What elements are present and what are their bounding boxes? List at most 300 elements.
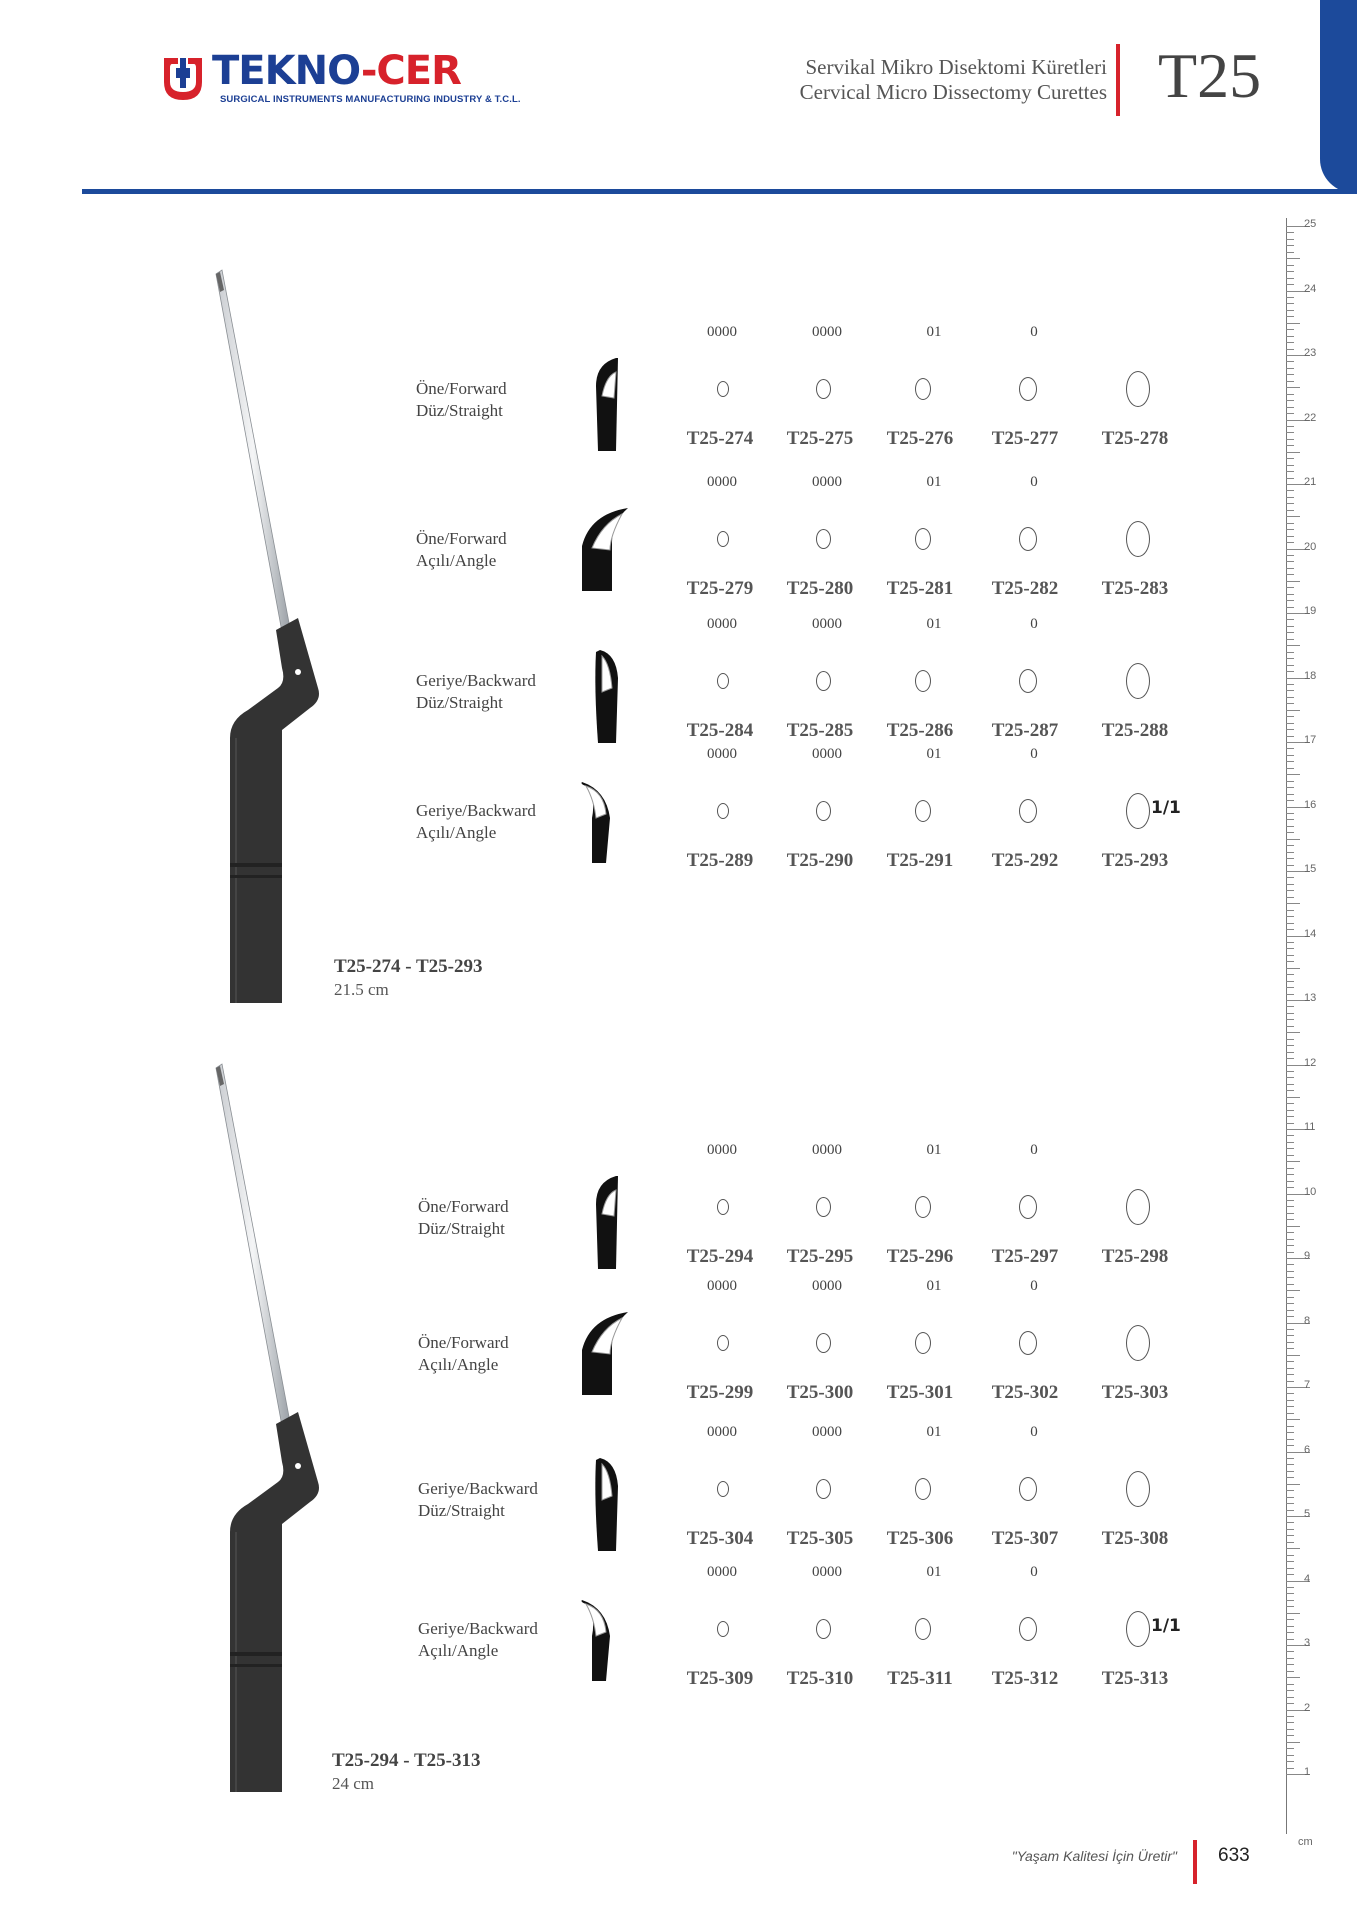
- ruler-number: 18: [1304, 669, 1317, 682]
- ruler-minor-tick: [1286, 1187, 1294, 1188]
- cup-size-label: 0: [1030, 616, 1038, 632]
- ruler-minor-tick: [1286, 1032, 1300, 1033]
- ruler-minor-tick: [1286, 987, 1294, 988]
- ruler-minor-tick: [1286, 748, 1294, 749]
- ruler-minor-tick: [1286, 1761, 1294, 1762]
- ruler-minor-tick: [1286, 587, 1294, 588]
- ruler-minor-tick: [1286, 1239, 1294, 1240]
- cup-size-ring-icon: [1019, 1331, 1037, 1355]
- ruler-unit: cm: [1298, 1836, 1313, 1848]
- ruler-minor-tick: [1286, 349, 1294, 350]
- cup-size-label: 0: [1030, 1564, 1038, 1580]
- catalog-code: T25: [1158, 40, 1262, 111]
- cup-size-ring-icon: [717, 1335, 729, 1351]
- ruler-minor-tick: [1286, 1632, 1294, 1633]
- ruler-minor-tick: [1286, 839, 1300, 840]
- cup-size-ring-icon: [1126, 371, 1150, 407]
- ruler-minor-tick: [1286, 432, 1294, 433]
- product-code: T25-282: [991, 578, 1059, 599]
- catalog-title: [800, 55, 1107, 105]
- cup-size-ring-icon: [717, 1199, 729, 1215]
- ruler-minor-tick: [1286, 297, 1294, 298]
- ruler-minor-tick: [1286, 561, 1294, 562]
- label-direction: Geriye/Backward: [416, 671, 536, 690]
- cup-size-label: 01: [926, 1564, 942, 1580]
- code-range-end: T25-293: [415, 956, 483, 977]
- cup-size-ring-icon: [816, 1619, 831, 1639]
- product-code: T25-302: [991, 1382, 1059, 1403]
- ruler-number: 19: [1304, 605, 1317, 617]
- ruler-minor-tick: [1286, 1464, 1294, 1465]
- ruler-minor-tick: [1286, 1226, 1300, 1227]
- cm-ruler: [1286, 218, 1318, 1838]
- cup-size-ring-icon: [816, 529, 831, 549]
- brand-name: [212, 48, 461, 94]
- cup-size-ring-icon: [915, 1332, 931, 1354]
- cup-size-ring-icon: [1126, 521, 1150, 557]
- product-code: T25-293: [1101, 850, 1169, 871]
- product-code: T25-289: [686, 850, 754, 871]
- brand-logo: [160, 48, 521, 110]
- ruler-minor-tick: [1286, 1432, 1294, 1433]
- ruler-number: 12: [1304, 1056, 1317, 1069]
- ruler-minor-tick: [1286, 361, 1294, 362]
- ruler-minor-tick: [1286, 516, 1300, 517]
- ruler-minor-tick: [1286, 1458, 1294, 1459]
- ruler-minor-tick: [1286, 619, 1294, 620]
- ruler-minor-tick: [1286, 1161, 1300, 1162]
- ruler-minor-tick: [1286, 323, 1300, 324]
- ruler-minor-tick: [1286, 1593, 1294, 1594]
- product-code: T25-307: [991, 1528, 1059, 1549]
- product-code: T25-274: [686, 428, 754, 449]
- ruler-minor-tick: [1286, 1090, 1294, 1091]
- ruler-minor-tick: [1286, 761, 1294, 762]
- cup-size-label: 0: [1030, 1278, 1038, 1294]
- ruler-minor-tick: [1286, 690, 1294, 691]
- tip-orientation-label: [416, 378, 507, 422]
- header-rule: [82, 189, 1357, 194]
- cup-size-ring-icon: [816, 671, 831, 691]
- ruler-minor-tick: [1286, 1651, 1294, 1652]
- ruler-number: 23: [1304, 347, 1317, 359]
- ruler-minor-tick: [1286, 1671, 1294, 1672]
- forward-angle-tip-icon: [578, 1310, 638, 1415]
- ruler-minor-tick: [1286, 1374, 1294, 1375]
- ruler-minor-tick: [1286, 600, 1294, 601]
- ruler-number: 5: [1304, 1508, 1311, 1520]
- product-code: T25-288: [1101, 720, 1169, 741]
- product-code: T25-292: [991, 850, 1059, 871]
- ruler-minor-tick: [1286, 1271, 1294, 1272]
- ruler-minor-tick: [1286, 1348, 1294, 1349]
- ruler-minor-tick: [1286, 626, 1294, 627]
- ruler-minor-tick: [1286, 994, 1294, 995]
- ruler-minor-tick: [1286, 1619, 1294, 1620]
- cup-size-ring-icon: [816, 1197, 831, 1217]
- ruler-minor-tick: [1286, 1561, 1294, 1562]
- ruler-minor-tick: [1286, 1606, 1294, 1607]
- ruler-minor-tick: [1286, 1058, 1294, 1059]
- ruler-minor-tick: [1286, 1381, 1294, 1382]
- ruler-minor-tick: [1286, 961, 1294, 962]
- ruler-minor-tick: [1286, 1206, 1294, 1207]
- ruler-minor-tick: [1286, 1316, 1294, 1317]
- ruler-minor-tick: [1286, 1439, 1294, 1440]
- ruler-minor-tick: [1286, 897, 1294, 898]
- instrument-length: 21.5 cm: [334, 980, 389, 999]
- product-code: T25-287: [991, 720, 1059, 741]
- cup-size-ring-icon: [915, 1478, 931, 1500]
- ruler-minor-tick: [1286, 329, 1294, 330]
- ruler-minor-tick: [1286, 1703, 1294, 1704]
- ruler-minor-tick: [1286, 1684, 1294, 1685]
- cup-size-label: 0: [1030, 474, 1038, 490]
- corner-tab: [1320, 0, 1357, 193]
- product-code: T25-309: [686, 1668, 754, 1689]
- ruler-minor-tick: [1286, 503, 1294, 504]
- product-code: T25-284: [686, 720, 754, 741]
- ruler-minor-tick: [1286, 478, 1294, 479]
- ruler-minor-tick: [1286, 1148, 1294, 1149]
- ruler-minor-tick: [1286, 710, 1300, 711]
- ruler-minor-tick: [1286, 1303, 1294, 1304]
- ruler-minor-tick: [1286, 400, 1294, 401]
- cup-size-label: 0000: [707, 474, 737, 490]
- ruler-minor-tick: [1286, 1245, 1294, 1246]
- ruler-minor-tick: [1286, 729, 1294, 730]
- product-code: T25-279: [686, 578, 754, 599]
- ruler-minor-tick: [1286, 303, 1294, 304]
- product-code: T25-286: [886, 720, 954, 741]
- ruler-minor-tick: [1286, 452, 1300, 453]
- label-direction: Öne/Forward: [416, 529, 507, 548]
- ruler-number: 21: [1304, 476, 1317, 488]
- cup-size-label: 0000: [812, 746, 842, 762]
- ruler-number: 4: [1304, 1572, 1311, 1585]
- label-direction: Öne/Forward: [418, 1197, 509, 1216]
- ruler-minor-tick: [1286, 271, 1294, 272]
- backward-straight-tip-icon: [592, 648, 652, 753]
- tip-orientation-label: [418, 1618, 538, 1662]
- ruler-minor-tick: [1286, 845, 1294, 846]
- cup-size-ring-icon: [1019, 669, 1037, 693]
- cup-size-ring-icon: [816, 801, 831, 821]
- ruler-minor-tick: [1286, 490, 1294, 491]
- ruler-number: 6: [1304, 1443, 1311, 1456]
- ruler-minor-tick: [1286, 458, 1294, 459]
- title-divider: [1116, 44, 1120, 116]
- ruler-minor-tick: [1286, 787, 1294, 788]
- ruler-minor-tick: [1286, 703, 1294, 704]
- ruler-minor-tick: [1286, 542, 1294, 543]
- ruler-minor-tick: [1286, 1400, 1294, 1401]
- ruler-number: 14: [1304, 927, 1317, 940]
- product-code: T25-278: [1101, 428, 1169, 449]
- product-code: T25-281: [886, 578, 954, 599]
- ruler-minor-tick: [1286, 536, 1294, 537]
- ruler-minor-tick: [1286, 1342, 1294, 1343]
- ruler-minor-tick: [1286, 1077, 1294, 1078]
- ruler-minor-tick: [1286, 865, 1294, 866]
- tip-orientation-label: [418, 1332, 509, 1376]
- ruler-minor-tick: [1286, 239, 1294, 240]
- cup-size-label: 0000: [812, 474, 842, 490]
- ruler-minor-tick: [1286, 1413, 1294, 1414]
- ruler-minor-tick: [1286, 723, 1294, 724]
- ruler-minor-tick: [1286, 1503, 1294, 1504]
- ruler-minor-tick: [1286, 1722, 1294, 1723]
- product-code: T25-308: [1101, 1528, 1169, 1549]
- ruler-minor-tick: [1286, 439, 1294, 440]
- ruler-minor-tick: [1286, 445, 1294, 446]
- cup-size-ring-icon: [1019, 1195, 1037, 1219]
- product-code: T25-299: [686, 1382, 754, 1403]
- label-shape: Düz/Straight: [416, 693, 503, 712]
- ruler-number: 24: [1304, 282, 1317, 295]
- ruler-minor-tick: [1286, 942, 1294, 943]
- product-code: T25-298: [1101, 1246, 1169, 1267]
- ruler-minor-tick: [1286, 1284, 1294, 1285]
- ruler-minor-tick: [1286, 574, 1294, 575]
- ruler-minor-tick: [1286, 768, 1294, 769]
- ruler-minor-tick: [1286, 1535, 1294, 1536]
- code-range-start: T25-274: [334, 956, 401, 977]
- title-turkish: Servikal Mikro Disektomi Küretleri: [805, 55, 1107, 79]
- ruler-minor-tick: [1286, 581, 1300, 582]
- cup-size-label: 01: [926, 616, 942, 632]
- cup-size-label: 0: [1030, 324, 1038, 340]
- cup-size-ring-icon: [1019, 1477, 1037, 1501]
- cup-size-label: 01: [926, 746, 942, 762]
- label-direction: Öne/Forward: [416, 379, 507, 398]
- ruler-minor-tick: [1286, 1419, 1300, 1420]
- cup-size-label: 01: [926, 1424, 942, 1440]
- cup-size-ring-icon: [717, 1481, 729, 1497]
- ruler-minor-tick: [1286, 1123, 1294, 1124]
- product-code: T25-283: [1101, 578, 1169, 599]
- label-direction: Geriye/Backward: [418, 1619, 538, 1638]
- ruler-minor-tick: [1286, 1471, 1294, 1472]
- ruler-minor-tick: [1286, 1529, 1294, 1530]
- ruler-minor-tick: [1286, 1716, 1294, 1717]
- cup-size-label: 0000: [707, 616, 737, 632]
- backward-angle-tip-icon: [578, 1596, 638, 1701]
- ruler-minor-tick: [1286, 497, 1294, 498]
- ruler-minor-tick: [1286, 1039, 1294, 1040]
- ruler-minor-tick: [1286, 471, 1294, 472]
- ruler-minor-tick: [1286, 639, 1294, 640]
- label-shape: Açılı/Angle: [418, 1355, 499, 1374]
- ruler-minor-tick: [1286, 368, 1294, 369]
- cup-size-ring-icon: [1126, 1189, 1150, 1225]
- ruler-minor-tick: [1286, 607, 1294, 608]
- ruler-minor-tick: [1286, 407, 1294, 408]
- cup-size-ring-icon: [1019, 1617, 1037, 1641]
- cup-size-label: 0000: [812, 1142, 842, 1158]
- label-shape: Düz/Straight: [418, 1219, 505, 1238]
- cup-size-label: 0000: [707, 1142, 737, 1158]
- ruler-minor-tick: [1286, 1677, 1300, 1678]
- ruler-minor-tick: [1286, 1755, 1294, 1756]
- ruler-minor-tick: [1286, 523, 1294, 524]
- ruler-minor-tick: [1286, 716, 1294, 717]
- cup-size-ring-icon: [816, 1479, 831, 1499]
- ruler-minor-tick: [1286, 1103, 1294, 1104]
- ruler-minor-tick: [1286, 1697, 1294, 1698]
- code-range-end: T25-313: [413, 1750, 481, 1771]
- cup-size-label: 0000: [812, 1564, 842, 1580]
- ruler-minor-tick: [1286, 555, 1294, 556]
- product-code: T25-310: [786, 1668, 854, 1689]
- ruler-minor-tick: [1286, 794, 1294, 795]
- product-code: T25-313: [1101, 1668, 1169, 1689]
- code-range-separator: -: [400, 956, 416, 977]
- ruler-number: 25: [1304, 218, 1317, 230]
- ruler-minor-tick: [1286, 1555, 1294, 1556]
- cup-size-label: 01: [926, 474, 942, 490]
- cup-size-ring-icon: [717, 803, 729, 819]
- label-direction: Geriye/Backward: [416, 801, 536, 820]
- ruler-minor-tick: [1286, 1155, 1294, 1156]
- forward-straight-tip-icon: [592, 1174, 652, 1279]
- ruler-minor-tick: [1286, 1045, 1294, 1046]
- ruler-minor-tick: [1286, 1510, 1294, 1511]
- cup-size-ring-icon: [717, 1621, 729, 1637]
- ruler-minor-tick: [1286, 858, 1294, 859]
- tip-orientation-label: [416, 670, 536, 714]
- product-code: T25-294: [686, 1246, 754, 1267]
- ruler-minor-tick: [1286, 1142, 1294, 1143]
- cup-size-ring-icon: [915, 800, 931, 822]
- brand-name-part2: -CER: [360, 48, 461, 94]
- label-direction: Öne/Forward: [418, 1333, 509, 1352]
- ruler-minor-tick: [1286, 1548, 1300, 1549]
- tip-orientation-label: [418, 1478, 538, 1522]
- ruler-minor-tick: [1286, 955, 1294, 956]
- ruler-minor-tick: [1286, 645, 1300, 646]
- label-shape: Düz/Straight: [418, 1501, 505, 1520]
- product-code: T25-285: [786, 720, 854, 741]
- cup-size-ring-icon: [816, 379, 831, 399]
- ruler-minor-tick: [1286, 1445, 1294, 1446]
- product-code: T25-291: [886, 850, 954, 871]
- cup-size-label: 0000: [707, 746, 737, 762]
- backward-straight-tip-icon: [592, 1456, 652, 1561]
- ruler-minor-tick: [1286, 1587, 1294, 1588]
- cup-size-ring-icon: [816, 1333, 831, 1353]
- ruler-minor-tick: [1286, 381, 1294, 382]
- cup-size-label: 0: [1030, 1142, 1038, 1158]
- backward-angle-tip-icon: [578, 778, 638, 883]
- ruler-minor-tick: [1286, 465, 1294, 466]
- brand-name-part1: TEKNO: [212, 48, 361, 94]
- cup-size-ring-icon: [915, 528, 931, 550]
- cup-size-ring-icon: [1126, 1325, 1150, 1361]
- label-shape: Açılı/Angle: [418, 1641, 499, 1660]
- cup-size-label: 0000: [812, 324, 842, 340]
- ruler-minor-tick: [1286, 310, 1294, 311]
- product-code: T25-280: [786, 578, 854, 599]
- scale-ratio: 1/1: [1151, 1616, 1181, 1636]
- ruler-minor-tick: [1286, 1690, 1294, 1691]
- ruler-minor-tick: [1286, 832, 1294, 833]
- ruler-number: 7: [1304, 1379, 1311, 1391]
- ruler-minor-tick: [1286, 800, 1294, 801]
- product-code: T25-312: [991, 1668, 1059, 1689]
- brand-mark-icon: [160, 54, 206, 100]
- cup-size-ring-icon: [1126, 1471, 1150, 1507]
- ruler-minor-tick: [1286, 1200, 1294, 1201]
- cup-size-ring-icon: [915, 378, 931, 400]
- ruler-minor-tick: [1286, 1568, 1294, 1569]
- code-range: [334, 956, 482, 978]
- ruler-minor-tick: [1286, 1013, 1294, 1014]
- ruler-minor-tick: [1286, 510, 1294, 511]
- ruler-minor-tick: [1286, 852, 1294, 853]
- cup-size-ring-icon: [1126, 793, 1150, 829]
- ruler-minor-tick: [1286, 671, 1294, 672]
- ruler-minor-tick: [1286, 1290, 1300, 1291]
- ruler-minor-tick: [1286, 665, 1294, 666]
- ruler-minor-tick: [1286, 1522, 1294, 1523]
- ruler-minor-tick: [1286, 426, 1294, 427]
- ruler-minor-tick: [1286, 1490, 1294, 1491]
- cup-size-ring-icon: [717, 381, 729, 397]
- ruler-minor-tick: [1286, 1297, 1294, 1298]
- product-code: T25-275: [786, 428, 854, 449]
- ruler-minor-tick: [1286, 568, 1294, 569]
- ruler-minor-tick: [1286, 1477, 1294, 1478]
- ruler-minor-tick: [1286, 1329, 1294, 1330]
- ruler-minor-tick: [1286, 387, 1300, 388]
- ruler-minor-tick: [1286, 316, 1294, 317]
- cup-size-ring-icon: [915, 1196, 931, 1218]
- instrument-length: 24 cm: [332, 1774, 375, 1793]
- cup-size-ring-icon: [1019, 527, 1037, 551]
- cup-size-label: 0000: [707, 1564, 737, 1580]
- title-english: Cervical Micro Dissectomy Curettes: [799, 80, 1107, 104]
- product-code: T25-305: [786, 1528, 854, 1549]
- ruler-minor-tick: [1286, 1639, 1294, 1640]
- ruler-minor-tick: [1286, 1181, 1294, 1182]
- scale-ratio: 1/1: [1151, 798, 1181, 818]
- ruler-minor-tick: [1286, 1626, 1294, 1627]
- ruler-number: 10: [1304, 1185, 1317, 1198]
- ruler-minor-tick: [1286, 877, 1294, 878]
- tip-orientation-label: [416, 800, 536, 844]
- ruler-minor-tick: [1286, 342, 1294, 343]
- cup-size-ring-icon: [717, 531, 729, 547]
- ruler-minor-tick: [1286, 916, 1294, 917]
- product-code: T25-296: [886, 1246, 954, 1267]
- ruler-minor-tick: [1286, 1006, 1294, 1007]
- ruler-minor-tick: [1286, 1084, 1294, 1085]
- ruler-minor-tick: [1286, 697, 1294, 698]
- product-code: T25-276: [886, 428, 954, 449]
- ruler-minor-tick: [1286, 813, 1294, 814]
- cup-size-label: 01: [926, 1142, 942, 1158]
- ruler-minor-tick: [1286, 374, 1294, 375]
- ruler-minor-tick: [1286, 658, 1294, 659]
- ruler-number: 13: [1304, 992, 1317, 1004]
- ruler-minor-tick: [1286, 1768, 1294, 1769]
- ruler-minor-tick: [1286, 684, 1294, 685]
- ruler-minor-tick: [1286, 594, 1294, 595]
- ruler-minor-tick: [1286, 632, 1294, 633]
- ruler-minor-tick: [1286, 910, 1294, 911]
- curette-instrument-image: [186, 1062, 346, 1797]
